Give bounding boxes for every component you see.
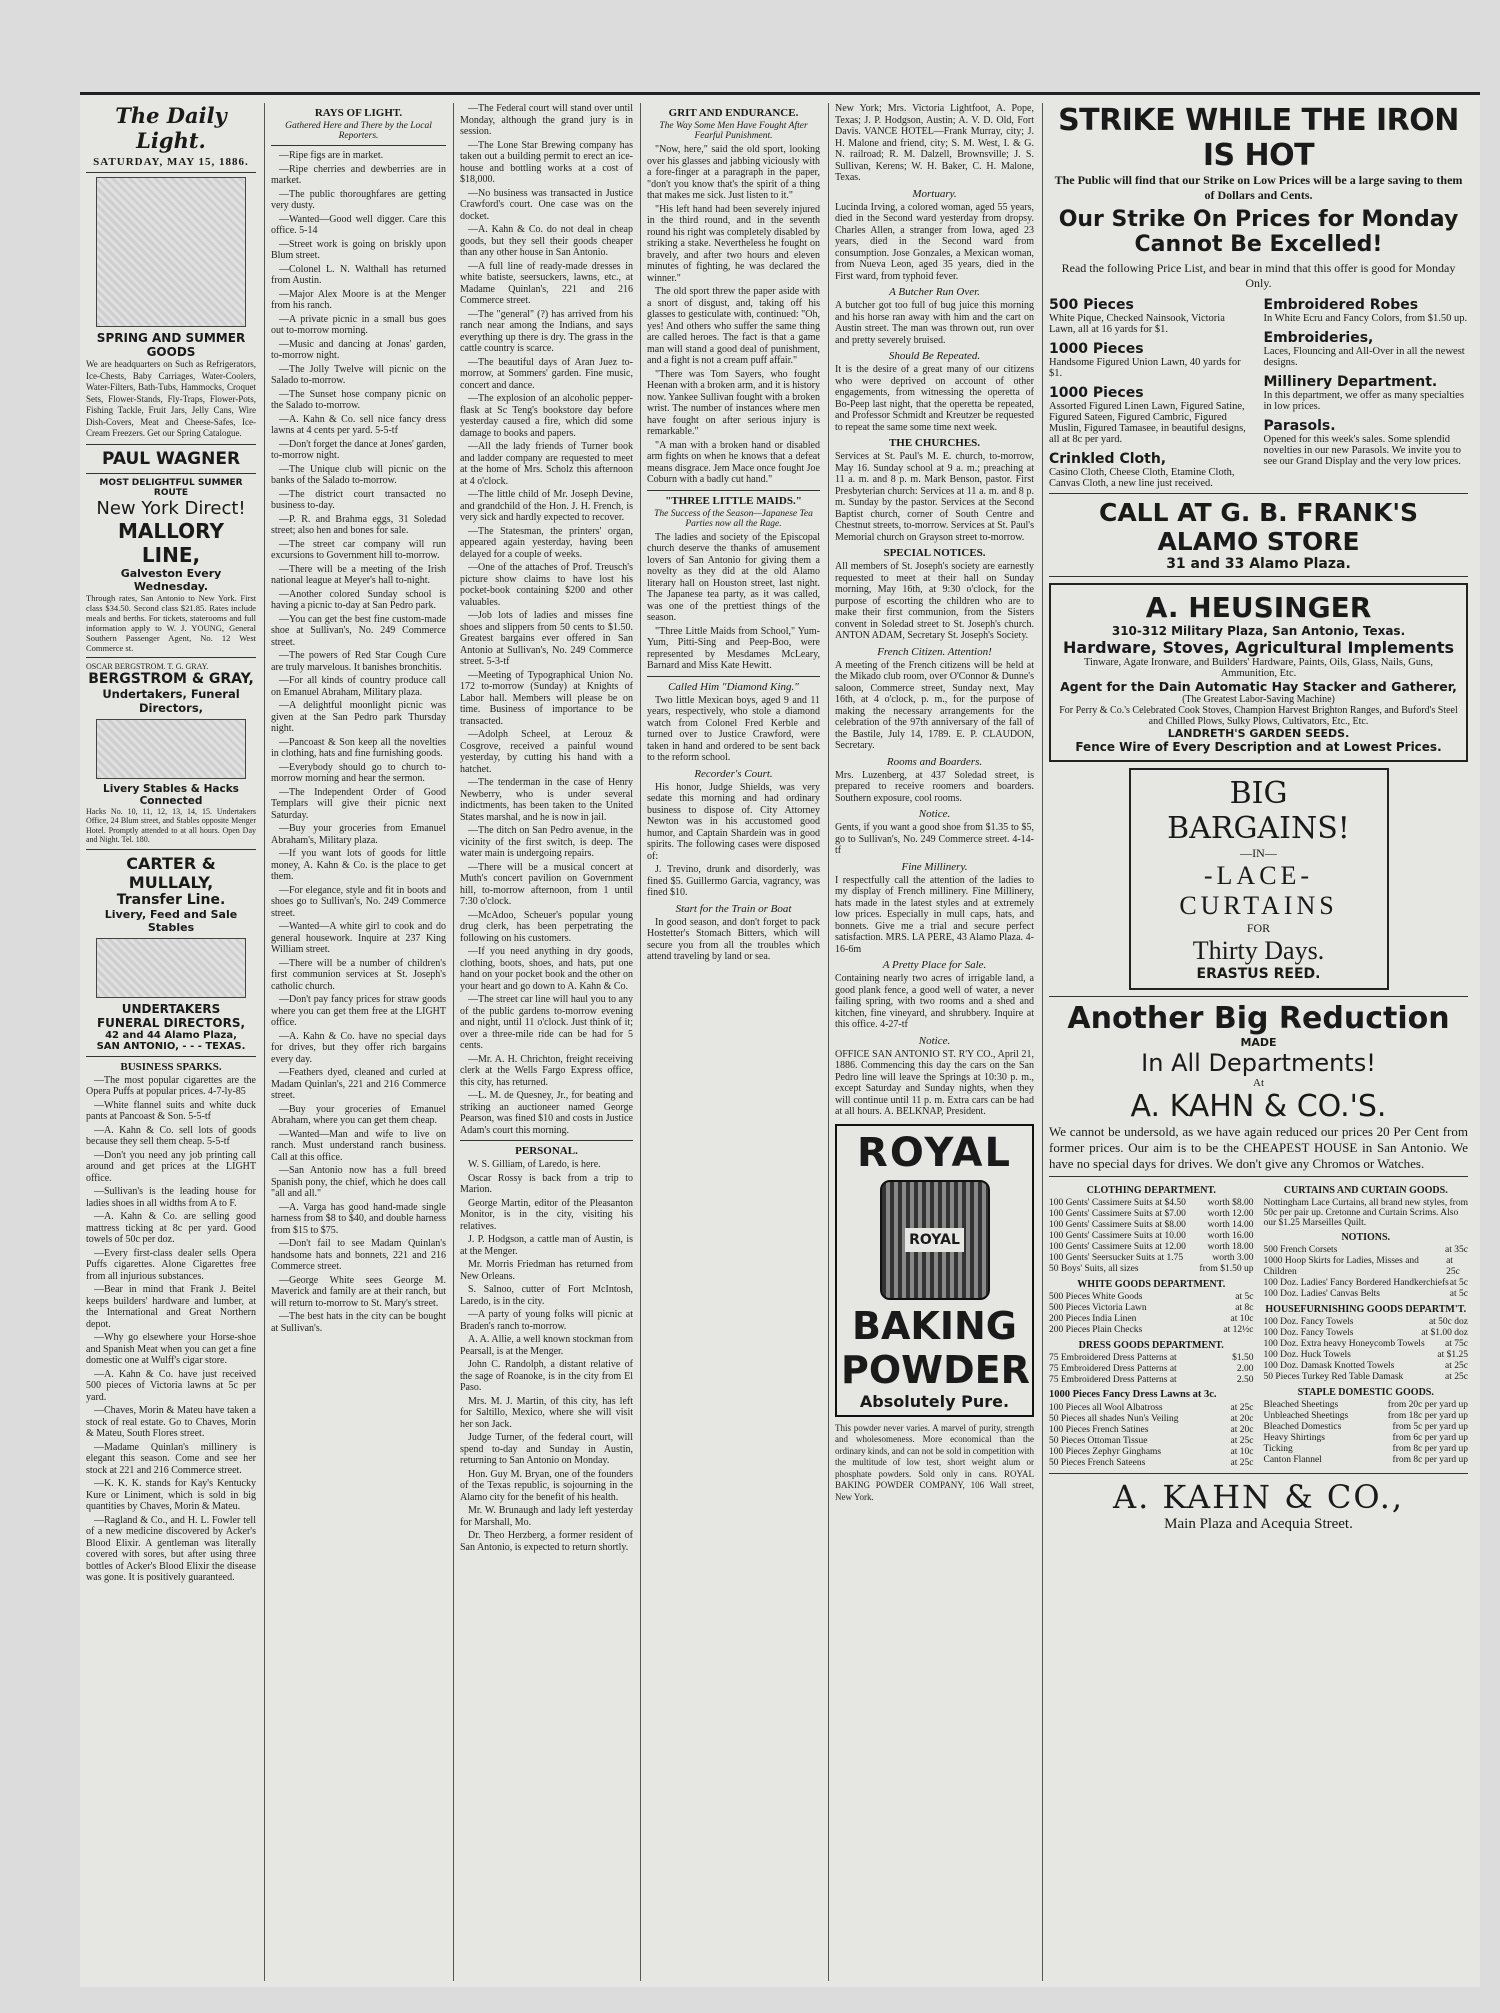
grit-sub: The Way Some Men Have Fought After Fearful Punishment. [659,121,808,141]
lace-curtains-ad [1129,768,1389,990]
item-head: Millinery Department. [1263,374,1438,390]
recorder-story [647,782,820,899]
price-row: 100 Gents' Cassimere Suits at 10.00 worth 16.00 [1049,1231,1254,1241]
spark-item: —White flannel suits and white duck pants at Pancoast & Son. 5-5-tf [86,1099,256,1122]
rays-of-light-sub: Gathered Here and There by the Local Reporters. [285,121,432,141]
kahn-all: In All Departments! [1141,1049,1376,1077]
kahn-big: Another Big Reduction [1067,1001,1450,1036]
notions-head: NOTIONS. [1341,1232,1391,1243]
french-head: French Citizen. Attention! [877,645,992,658]
local-item: —The district court transacted no business to-day. [271,488,446,511]
local-item: —If you need anything in dry goods, clothing, boots, shoes, and hats, put one hand on your pocket book and the other on your heart and go down to A. Kahn & Co. [460,946,633,992]
personal-item: George Martin, editor of the Pleasanton Monitor, is in the city, visiting his relatives. [460,1197,633,1232]
local-item: —The Unique club will picnic on the banks of the Salado to-morrow. [271,463,446,486]
local-item: —McAdoo, Scheuer's popular young drug clerk, has been perpetrating the following on his customers. [460,909,633,944]
local-item: —For elegance, style and fit in boots and shoes go to Sullivan's, No. 249 Commerce street. [271,884,446,919]
street-notice-head: Notice. [918,1034,951,1047]
local-item: —A. Kahn & Co. do not deal in cheap goods, but they sell their goods cheaper than any other house in San Antonio. [460,224,633,258]
item-head: Crinkled Cloth, [1049,451,1167,467]
local-item: —Wanted—A white girl to cook and do general housework. Inquire at 237 King William street. [271,921,446,955]
spark-item: —K. K. K. stands for Kay's Kentucky Kure or Liniment, which is sold in big quantities by Chaves, Morin & Mateu. [86,1478,256,1512]
housefurnishing-head: HOUSEFURNISHING GOODS DEPARTM'T. [1265,1304,1467,1315]
price-row: 100 Pieces Zephyr Ginghams at 10c [1049,1447,1254,1457]
column-3 [453,103,639,1981]
price-row: 200 Pieces India Linen at 10c [1049,1314,1254,1324]
lace-lace: -LACE- [1203,861,1314,890]
local-item: —The Jolly Twelve will picnic on the Salado to-morrow. [271,363,446,386]
col3-items [460,103,633,1136]
carter-firm: CARTER & MULLALY, [126,853,216,892]
price-row: 50 Pieces Ottoman Tissue at 25c [1049,1436,1254,1446]
personal-item: John C. Randolph, a distant relative of the sage of Roanoke, is in the city from El Paso. [460,1359,633,1393]
spark-item: —Chaves, Morin & Mateu have taken a stock of real estate. Go to Chaves, Morin & Mateu, South Flores street. [86,1405,256,1439]
story-paragraph: J. Trevino, drunk and disorderly, was fined $5. Guillermo Garcia, vagrancy, was fined $10. [647,864,820,898]
grit-story [647,144,820,486]
heusinger-more: For Perry & Co.'s Celebrated Cook Stoves, Champion Harvest Brighton Ranges, and Buford's Steel and Chilled Plows, Sulky Plows, Cultivators, Etc., Etc. [1059,705,1458,727]
repeat-text: It is the desire of a great many of our citizens who were deprived on account of other engagements, from witnessing the operetta of Bo-Peep last night, that the operetta be repeated, and Professor Schmidt and Kreutzer be requested to repeat the same some time next week. [835,364,1034,433]
local-item: —The Statesman, the printers' organ, appeared again yesterday, having been delayed for a couple of weeks. [460,525,633,560]
item-text: Assorted Figured Linen Lawn, Figured Satine, Figured Sateen, Figured Cambric, Figured Muslin, Figured Tamasee, in beautiful designs, all at 8c per yard. [1049,401,1246,445]
spark-item: —Sullivan's is the leading house for ladies shoes in all widths from A to F. [86,1186,256,1209]
story-paragraph: Two little Mexican boys, aged 9 and 11 years, respectively, who stole a diamond watch from Colonel Fred Kerble and turned over to Justice Crawford, were taken in hand and ordered to be sent back to the reform school. [647,694,820,763]
personal-item: W. S. Gilliam, of Laredo, is here. [468,1159,601,1170]
item-head: Embroideries, [1263,330,1374,346]
local-item: —A. Kahn & Co. have no special days for drives, but they offer rich bargains every day. [271,1030,446,1065]
personal-head: PERSONAL. [515,1145,578,1157]
local-item: —Everybody should go to church to-morrow morning and hear the sermon. [271,761,446,784]
maids-head: "THREE LITTLE MAIDS." [665,494,802,507]
local-item: —If you want lots of goods for little money, A. Kahn & Co. is the place to get them. [271,848,446,882]
local-item: —The street car company will run excursions to Government hill to-morrow. [271,538,446,561]
new-york-direct: New York Direct! [96,497,246,519]
lace-name: ERASTUS REED. [1196,966,1321,982]
local-item: —One of the attaches of Prof. Treusch's picture show claims to have lost his pocket-book containing $200 and other valuables. [460,562,633,608]
heusinger-seeds: LANDRETH'S GARDEN SEEDS. [1167,727,1350,740]
price-row: 100 Gents' Cassimere Suits at $4.50 worth $8.00 [1049,1198,1254,1208]
price-row: 50 Pieces all shades Nun's Veiling at 20c [1049,1414,1254,1424]
price-row: 500 Pieces Victoria Lawn at 8c [1049,1303,1254,1313]
personal-item: Mr. W. Brunaugh and lady left yesterday for Marshall, Mo. [460,1505,633,1528]
lace-big: BIG BARGAINS! [1167,776,1350,846]
price-row: 100 Gents' Cassimere Suits at $7.00 worth 12.00 [1049,1209,1254,1219]
local-item: —A private picnic in a small bus goes out to-morrow morning. [271,313,446,336]
butcher-text: A butcher got too full of bug juice this morning and his horse ran away with him and the cart on Austin street. The man was thrown out, run over and pretty severely bruised. [835,300,1034,346]
mortuary-text: Lucinda Irving, a colored woman, aged 55 years, died in the Second ward yesterday from dropsy. Charles Allen, a stranger from Iowa, aged 23 years, died in the Second ward from consumption. Jose Gonzales, a Mexican woman, from Nueva Leon, aged 35 years, died in the First ward, from typhoid fever. [835,201,1034,282]
business-sparks-head: BUSINESS SPARKS. [120,1060,222,1073]
story-paragraph: "A man with a broken hand or disabled arm fights on when he knows that a defeat means disgrace. Jem Mace once fought Joe Coburn with a badly cut hand." [647,439,820,485]
item-head: 1000 Pieces [1049,385,1144,401]
local-item: —Job lots of ladies and misses fine shoes and slippers from 50 cents to $1.50. Greatest bargains ever offered in San Antonio at Sullivan's, No. 249 Commerce street. 5-3-tf [460,610,633,667]
clothing-dept-head: CLOTHING DEPARTMENT. [1086,1185,1216,1196]
masthead: The Daily Light. [115,103,227,153]
price-row: 100 Doz. Ladies' Fancy Bordered Handkerchiefs at 5c [1263,1278,1468,1288]
story-paragraph: In good season, and don't forget to pack Hostetter's Stomach Bitters, which will secure you from all the troubles which attend traveling by land or sea. [647,916,820,962]
local-item: —A. Varga has good hand-made single harness from $8 to $40, and double harness from $15 to $75. [271,1201,446,1236]
local-item: —Major Alex Moore is at the Menger from his ranch. [271,288,446,311]
spring-goods-headline: SPRING AND SUMMER GOODS [96,331,246,359]
local-item: —George White sees George M. Maverick and family are at their ranch, but will return to-morrow to St. Mary's street. [271,1274,446,1309]
personal-item: Oscar Rossy is back from a trip to Marion. [460,1172,633,1195]
spark-item: —Ragland & Co., and H. L. Fowler tell of a new medicine discovered by Acker's Blood Elixir. A gentleman was literally covered with sores, but after using three bottles of Acker's Blood Elixir the disease was gone. It is positively guaranteed. [86,1514,256,1583]
diamond-head: Called Him "Diamond King." [668,680,799,693]
price-row: 100 Gents' Cassimere Suits at $8.00 worth 14.00 [1049,1220,1254,1230]
paul-wagner-name: PAUL WAGNER [101,448,241,469]
staple-head: STAPLE DOMESTIC GOODS. [1297,1387,1434,1398]
local-item: —The little child of Mr. Joseph Devine, and grandchild of the Hon. J. H. French, is very sick and hardly expected to recover. [460,489,633,523]
carter-addr: 42 and 44 Alamo Plaza, [105,1029,237,1041]
bergstrom-livery: Livery Stables & Hacks Connected [103,782,239,807]
rooms-text: Mrs. Luzenberg, at 437 Soledad street, is prepared to receive roomers and boarders. Southern exposure, cool rooms. [835,769,1034,804]
story-paragraph: "Three Little Maids from School," Yum-Yum, Pitti-Sing and Peep-Boo, were represented by Mesdames McLeary, Barnard and Miss Kate Hewitt. [647,625,820,671]
price-row: 100 Gents' Seersucker Suits at 1.75 worth 3.00 [1049,1253,1254,1263]
local-item: —Buy your groceries from Emanuel Abraham's, Military plaza. [271,823,446,846]
royal-text: This powder never varies. A marvel of purity, strength and wholesomeness. More economical than the ordinary kinds, and can not be sold in competition with the multitude of low test, short weight alum or phosphate powders. Sold only in cans. ROYAL BAKING POWDER COMPANY, 106 Wall street, New York. [835,1422,1034,1502]
kahn-departments [1049,1181,1468,1469]
train-story [647,917,820,963]
personal-item: S. Salnoo, cutter of Fort McIntosh, Laredo, is in the city. [460,1284,633,1307]
rays-list [271,150,446,1334]
spring-goods-text: We are headquarters on Such as Refrigerators, Ice-Chests, Baby Carriages, Water-Coolers, Water-Filters, Bath-Tubs, Hammocks, Croquet Sets, Flower-Stands, Fly-Traps, Flower-Pots, Fishing Tackle, Fruit Jars, Jelly Cans, Wire Dish-Covers, Meat and Cheese-Safes, Ice-Cream Freezers. Get our Spring Catalogue. [86,359,256,438]
personal-item: Hon. Guy M. Bryan, one of the founders of the Texas republic, is sojourning in the Alamo city for the benefit of his health. [460,1468,633,1503]
column-5 [828,103,1040,1981]
kahn-text: We cannot be undersold, as we have again reduced our prices 20 Per Cent from former prices. Our aim is to be the CHEAPEST HOUSE in San Antonio. We have no special days for drives. We don't give any Chromos or Watches. [1049,1124,1468,1171]
can-label: ROYAL [905,1228,964,1252]
local-item: —San Antonio now has a full breed Spanish pony, the chief, which he does call "all and all." [271,1165,446,1199]
story-paragraph: "Now, here," said the old sport, looking over his glasses and jabbing viciously with a fore-finger at a paragraph in the paper, "don't you know that's the spirit of a thing that makes me sick. Just listen to it." [647,144,820,201]
local-item: —There will be a musical concert at Muth's concert pavilion on Government hill, to-morrow afternoon, from 1 until 7:30 o'clock. [460,861,633,907]
price-row: 500 French Corsets at 35c [1263,1245,1468,1255]
bergstrom-names: OSCAR BERGSTROM. T. G. GRAY. [86,661,209,671]
royal-powder: POWDER [841,1347,1030,1392]
price-row: 100 Doz. Extra heavy Honeycomb Towels at 75c [1263,1339,1468,1349]
item-head: Embroidered Robes [1263,297,1419,313]
item-text: Casino Cloth, Cheese Cloth, Etamine Cloth, Canvas Cloth, a new line just received. [1049,467,1235,489]
price-row: 50 Pieces Turkey Red Table Damask at 25c [1263,1372,1468,1382]
strike-items [1049,297,1468,489]
carter-trade: UNDERTAKERS [121,1001,221,1016]
local-item: —The street car line will haul you to any of the public gardens to-morrow evening and night, until 11 o'clock. Just think of it; over a three-mile ride can be had for 5 cents. [460,994,633,1051]
heusinger-text: Tinware, Agate Ironware, and Builders' Hardware, Paints, Oils, Glass, Nails, Guns, Ammunition, Etc. [1083,657,1434,679]
price-row: Unbleached Sheetings from 18c per yard up [1263,1411,1468,1421]
spark-item: —A. Kahn & Co. sell lots of goods because they sell them cheap. 5-5-tf [86,1124,256,1147]
price-row: 1000 Hoop Skirts for Ladies, Misses and Children at 25c [1263,1256,1460,1277]
carter-trade2: FUNERAL DIRECTORS, [96,1015,246,1030]
frank-addr: 31 and 33 Alamo Plaza. [1166,556,1351,572]
frank-head: CALL AT G. B. FRANK'S ALAMO STORE [1098,498,1419,556]
heusinger-addr: 310-312 Military Plaza, San Antonio, Texas. [1111,624,1406,638]
carriage-illustration [96,938,246,998]
heusinger-name: A. HEUSINGER [1145,591,1372,624]
spark-item: —Bear in mind that Frank J. Beitel keeps builders' hardware and lumber, at the International and Great Northern depot. [86,1284,256,1330]
train-head: Start for the Train or Boat [675,902,792,915]
local-item: —The public thoroughfares are getting very dusty. [271,188,446,211]
galveston-line: Galveston Every Wednesday. [120,566,222,593]
churches-head: THE CHURCHES. [888,437,981,449]
price-row: Ticking from 8c per yard up [1263,1444,1468,1454]
local-item: —For all kinds of country produce call on Emanuel Abraham, Military plaza. [271,675,446,698]
strike-note: Read the following Price List, and bear in mind that this offer is good for Monday Only. [1061,261,1456,290]
mortuary-head: Mortuary. [912,187,957,200]
local-item: —The tenderman in the case of Henry Newberry, who is under several indictments, has been taken to the United States marshal, and he is now in jail. [460,777,633,823]
cherub-illustration [96,177,246,327]
local-item: —Meeting of Typographical Union No. 172 to-morrow (Sunday) at Knights of Labor hall. Members will please be on time. Business of importance to be transacted. [460,669,633,727]
personal-item: Dr. Theo Herzberg, a former resident of San Antonio, is expected to return shortly. [460,1530,633,1553]
french-text: A meeting of the French citizens will be held at the Mikado club room, over O'Connor & Dunne's saloon, Commerce street, Sunday next, May 16th, at 4 o'clock, p. m., for the purpose of making the necessary arrangements for the celebration of the 97th anniversary of the fall of the Bastile, July 14, 1789. E. P. CLAUDON, Secretary. [835,659,1034,751]
strike-head: STRIKE WHILE THE IRON IS HOT [1058,103,1459,173]
personal-item: —A party of young folks will picnic at Braden's ranch to-morrow. [460,1309,633,1332]
local-item: —Don't fail to see Madam Quinlan's handsome hats and bonnets, 221 and 216 Commerce street. [271,1238,446,1272]
maids-story [647,532,820,672]
story-paragraph: The old sport threw the paper aside with a snort of disgust, and, taking off his glasses to gesticulate with, continued: "Oh, yes! And others who suffer the same thing are called heroes. The fact is that a game man will stand a good deal of punishment, and a fight is not a cream puff affair." [647,286,820,366]
spark-item: —A. Kahn & Co. have just received 500 pieces of Victoria lawns at 5c per yard. [86,1368,256,1403]
personal-item: Judge Turner, of the federal court, will spend to-day and Sunday in Austin, returning to San Antonio on Monday. [460,1432,633,1466]
kahn-footer: A. KAHN & CO., [1112,1478,1405,1516]
dress-big: 1000 Pieces Fancy Dress Lawns at 3c. [1049,1389,1217,1400]
dateline: SATURDAY, MAY 15, 1886. [93,156,249,168]
item-text: In this department, we offer as many specialties in low prices. [1263,390,1464,412]
lace-for: FOR [1246,921,1271,935]
recorder-head: Recorder's Court. [694,767,773,780]
local-item: —Wanted—Man and wife to live on ranch. Must understand ranch business. Call at this office. [271,1128,446,1163]
kahn-footer-addr: Main Plaza and Acequia Street. [1164,1516,1353,1532]
royal-baking-ad [835,1124,1034,1417]
local-item: —The Federal court will stand over until Monday, although the grand jury is in session. [460,103,633,137]
rays-of-light-head: RAYS OF LIGHT. [314,107,403,119]
item-text: Handsome Figured Union Lawn, 40 yards for $1. [1049,357,1241,379]
local-item: —Mr. A. H. Chrichton, freight receiving clerk at the Wells Fargo Express office, this city, has returned. [460,1053,633,1088]
price-row: 100 Doz. Fancy Towels at $1.00 doz [1263,1328,1468,1338]
royal-brand: ROYAL [857,1129,1012,1176]
local-item: —Colonel L. N. Walthall has returned from Austin. [271,263,446,286]
heusinger-trade: Hardware, Stoves, Agricultural Implements [1063,638,1454,657]
carter-line: Transfer Line. [116,891,226,908]
heusinger-ad [1049,583,1468,762]
price-row: 100 Gents' Cassimere Suits at 12.00 worth 18.00 [1049,1242,1254,1252]
local-item: —The Lone Star Brewing company has taken out a building permit to erect an ice-house and bottling works at a cost of $18,000. [460,139,633,185]
local-item: —The explosion of an alcoholic pepper-flask at Sc Teng's bookstore day before yesterday caused a fire, which did some damage to books and papers. [460,393,633,439]
special-text: All members of St. Joseph's society are earnestly requested to meet at their hall on Sunday morning, May 16th, at 9:30 o'clock, for the purpose of escorting the children who are to make their first communion, from the Sisters convent in Soledad street to St. Joseph's church. ANTON ADAM, Secretary St. Joseph's Society. [835,561,1034,641]
price-row: 100 Pieces French Satines at 20c [1049,1425,1254,1435]
summer-route: MOST DELIGHTFUL SUMMER ROUTE [99,477,243,498]
hotel-arrivals: New York; Mrs. Victoria Lightfoot, A. Pope, Texas; J. P. Hodgson, Austin; A. V. D. Old, Fort Davis. VANCE HOTEL—Frank Murray, city; J. H. Malone and friend, city; S. M. West, I. & G. N. railroad; R. M. Dalzell, Brownsville; J. S. Sullivan, Kerens; W. H. Baker, C. H. Malone, Texas. [835,103,1034,183]
local-item: —A full line of ready-made dresses in white batiste, seersuckers, lawns, etc., at Madame Quinlan's, 221 and 216 Commerce street. [460,260,633,306]
curtains-text: Nottingham Lace Curtains, all brand new styles, from 50c per pair up. Cretonne and Curtain Scrims. Also our $1.25 Marseilles Quilt. [1263,1198,1468,1228]
spark-item: —Don't you need any job printing call around and get prices at the LIGHT office. [86,1149,256,1184]
personal-item: A. A. Allie, a well known stockman from Pearsall, is at the Menger. [460,1334,633,1357]
local-item: —Don't pay fancy prices for straw goods where you can get them free at the LIGHT office. [271,994,446,1028]
price-row: 200 Pieces Plain Checks at 12½c [1049,1325,1254,1335]
personal-item: Mr. Morris Friedman has returned from New Orleans. [460,1259,633,1282]
price-row: Bleached Domestics from 5c per yard up [1263,1422,1468,1432]
hearse-illustration [96,719,246,779]
sale-text: Containing nearly two acres of irrigable land, a good plank fence, a good well of water, a never failing spring, with two rooms and a shed and kitchen, fine vineyard, and shrubbery. Inquire at this office. 4-27-tf [835,973,1034,1030]
local-item: —There will be a number of children's first communion services at St. Joseph's catholic church. [271,957,446,992]
royal-pure: Absolutely Pure. [859,1391,1010,1411]
local-item: —All the lady friends of Turner book and ladder company are requested to meet at the home of Mrs. Scholz this afternoon at 4 o'clock. [460,441,633,487]
personal-item: J. P. Hodgson, a cattle man of Austin, is at the Menger. [460,1234,633,1257]
millinery-head: Fine Millinery. [901,860,968,873]
baking-can-illustration [880,1180,990,1300]
millinery-text: I respectfully call the attention of the ladies to my display of French millinery. Fine Millinery, hats made in the latest styles and at extremely low prices. Especially in mull caps, hats, and bonnets. Give me a trial and secure perfect satisfaction. MRS. LA PERE, 43 Alamo Plaza. 4-16-6m [835,874,1034,955]
strike-big: Our Strike On Prices for Monday Cannot Be Excelled! [1058,207,1459,257]
local-item: —Feathers dyed, cleaned and curled at Madam Quinlan's, 221 and 216 Commerce street. [271,1067,446,1101]
grit-head: GRIT AND ENDURANCE. [668,107,799,119]
maids-sub: The Success of the Season—Japanese Tea Parties now all the Rage. [654,508,813,529]
story-paragraph: "His left hand had been severely injured in the third round, and in the seventh round his right was completely disabled by striking a stake. Nevertheless he fought on bravely, and after two hours and eleven minutes of fighting, he was declared the winner." [647,203,820,284]
bergstrom-text: Hacks No. 10, 11, 12, 13, 14, 15. Undertakers Office, 24 Blum street, and Stables opposite Menger Hotel. Promptly attended to at all hours. Open Day and Night. Tel. 180. [86,806,256,844]
heusinger-agent2: (The Greatest Labor-Saving Machine) [1182,694,1335,705]
item-text: White Pique, Checked Nainsook, Victoria Lawn, all at 16 yards for $1. [1049,313,1225,335]
local-item: —The powers of Red Star Cough Cure are truly marvelous. It banishes bronchitis. [271,650,446,673]
spark-item: —Every first-class dealer sells Opera Puffs cigarettes. Alone Cigarettes free from all injurious substances. [86,1247,256,1282]
story-paragraph: The ladies and society of the Episcopal church deserve the thanks of amusement lovers of San Antonio for giving them a novelty as they did at the old Alamo literary hall on Houston street, last night. The Japanese tea party, as it was called, was one of the prettiest things of the season. [647,531,820,623]
local-item: —The "general" (?) has arrived from his ranch near among the Indians, and says everything up there is dry. The grass in the cattle country is scarce. [460,308,633,354]
repeat-head: Should Be Repeated. [888,350,981,362]
local-item: —The ditch on San Pedro avenue, in the vicinity of the first switch, is deep. The water main is undergoing repairs. [460,825,633,859]
price-row: 50 Pieces French Sateens at 25c [1049,1458,1254,1468]
local-item: —Ripe cherries and dewberries are in market. [271,163,446,186]
sale-head: A Pretty Place for Sale. [882,959,987,971]
curtains-dept-head: CURTAINS AND CURTAIN GOODS. [1283,1185,1448,1196]
heusinger-agent: Agent for the Dain Automatic Hay Stacker and Gatherer, [1060,679,1457,694]
local-item: —Buy your groceries of Emanuel Abraham, where you can get them cheap. [271,1103,446,1126]
price-row: 500 Pieces White Goods at 5c [1049,1292,1254,1302]
price-row: 100 Doz. Huck Towels at $1.25 [1263,1350,1468,1360]
local-item: —A delightful moonlight picnic was given at the San Pedro park Thursday night. [271,700,446,734]
personal-list [460,1159,633,1553]
butcher-head: A Butcher Run Over. [889,286,980,298]
local-item: —Don't forget the dance at Jones' garden, to-morrow night. [271,438,446,461]
churches-text: Services at St. Paul's M. E. church, to-morrow, May 16. Sunday school at 9 a. m.; preaching at 11 a. m. and 8 p. m. Mark Benson, pastor. First Presbyterian church: Services at 11 a. m. and 8 p. m. Sunday by the pastor. Services at the Second Baptist church, corner of South Centre and Chestnut streets, to-morrow. Services at St. Paul's Memorial church on Grayson street to-morrow. [835,451,1034,543]
personal-item: Mrs. M. J. Martin, of this city, has left for Saltillo, Mexico, where she will visit her son Jack. [460,1395,633,1430]
price-row: Heavy Shirtings from 6c per yard up [1263,1433,1468,1443]
local-item: —The beautiful days of Aran Juez to-morrow, at Sommers' garden. Fine music, concert and dance. [460,356,633,391]
rooms-head: Rooms and Boarders. [886,755,983,768]
local-item: —A. Kahn & Co. sell nice fancy dress lawns at 4 cents per yard. 5-5-tf [271,413,446,436]
business-sparks-list [86,1075,256,1584]
strike-sub: The Public will find that our Strike on Low Prices will be a large saving to them of Dollars and Cents. [1054,173,1463,202]
column-1 [80,103,262,1981]
heusinger-fence: Fence Wire of Every Description and at Lowest Prices. [1075,740,1442,754]
local-item: —Another colored Sunday school is having a picnic to-day at San Pedro park. [271,588,446,611]
price-row: 100 Pieces all Wool Albatross at 25c [1049,1403,1254,1413]
diamond-story [647,695,820,764]
newspaper-page [80,92,1480,1987]
local-item: —Adolph Scheel, at Lerouz & Cosgrove, received a painful wound yesterday, by cutting his hand with a hatchet. [460,729,633,775]
price-row: Bleached Sheetings from 20c per yard up [1263,1400,1468,1410]
dress-dept-head: DRESS GOODS DEPARTMENT. [1078,1340,1224,1351]
item-head: Parasols. [1263,418,1336,434]
item-text: Opened for this week's sales. Some splendid novelties in our new Parasols. We invite you to see our Grand Display and the very low prices. [1263,434,1462,467]
local-item: —L. M. de Quesney, Jr., for beating and striking an auctioneer named George Pearson, was fined $10 and costs in Justice Adam's court this morning. [460,1090,633,1136]
spark-item: —A. Kahn & Co. are selling good mattress ticking at 8c per yard. Good towels of 50c per doz. [86,1211,256,1245]
kahn-name: A. KAHN & CO.'S. [1130,1089,1387,1124]
local-item: —Pancoast & Son keep all the novelties in clothing, hats and fine furnishing goods. [271,736,446,759]
price-row: 100 Doz. Damask Knotted Towels at 25c [1263,1361,1468,1371]
mallory-line: MALLORY LINE, [118,518,224,567]
price-row: 50 Boys' Suits, all sizes from $1.50 up [1049,1264,1254,1274]
local-item: —The Independent Order of Good Templars will give their picnic next Saturday. [271,786,446,821]
item-head: 500 Pieces [1049,297,1134,313]
item-text: In White Ecru and Fancy Colors, from $1.50 up. [1263,313,1468,324]
price-row: 75 Embroidered Dress Patterns at $1.50 [1049,1353,1254,1363]
story-paragraph: "There was Tom Sayers, who fought Heenan with a broken arm, and it is history now. Yankee Sullivan fought with a broken wrist. The number of instances where men have fought on after serious injury is remarkable." [647,368,821,437]
price-row: 100 Doz. Fancy Towels at 50c doz [1263,1317,1468,1327]
price-row: 100 Doz. Ladies' Canvas Belts at 5c [1263,1289,1468,1299]
price-row: Canton Flannel from 8c per yard up [1263,1455,1468,1465]
item-head: 1000 Pieces [1049,341,1144,357]
carter-city: SAN ANTONIO, - - - TEXAS. [96,1040,246,1052]
mallory-text: Through rates, San Antonio to New York. First class $34.50. Second class $21.85. Rates include meals and berths. For tickets, staterooms and full information apply to W. J. YOUNG, General Southern Passenger Agent, No. 12 West Commerce st. [86,592,256,653]
notice-head: Notice. [918,808,951,820]
lace-in: —IN— [1240,846,1277,860]
local-item: —The Sunset hose company picnic on the Salado to-morrow. [271,388,446,411]
item-text: Laces, Flouncing and All-Over in all the newest designs. [1263,346,1465,368]
spark-item: —Why go elsewhere your Horse-shoe and Spanish Meat when you can get a fine domestic one at Wulff's cigar store. [86,1332,256,1366]
lace-curtains: CURTAINS [1179,891,1338,920]
notice-text: Gents, if you want a good shoe from $1.35 to $5, go to Sullivan's, No. 249 Commerce street. 4-14-tf [835,822,1034,856]
street-notice-text: OFFICE SAN ANTONIO ST. R'Y CO., April 21, 1886. Commencing this day the cars on the San Pedro line will leave the Springs at 10:30 p. m., except Saturday and Sunday nights, when they will continue until 11 p. m. Extra cars can be had at all hours. A. BELKNAP, President. [835,1048,1034,1117]
spark-item: —Madame Quinlan's millinery is elegant this season. Come and see her stock at 221 and 216 Commerce street. [86,1441,256,1476]
white-dept-head: WHITE GOODS DEPARTMENT. [1077,1279,1226,1290]
column-6 [1042,103,1474,1981]
local-item: —P. R. and Brahma eggs, 31 Soledad street; also hen and bones for sale. [271,513,446,536]
local-item: —Wanted—Good well digger. Care this office. 5-14 [271,213,446,236]
price-row: 75 Embroidered Dress Patterns at 2.50 [1049,1375,1254,1385]
local-item: —The best hats in the city can be bought at Sullivan's. [271,1311,446,1334]
royal-baking: BAKING [852,1303,1017,1348]
bergstrom-firm: BERGSTROM & GRAY, [88,670,254,687]
kahn-at: At [1253,1077,1264,1089]
spark-item: —The most popular cigarettes are the Opera Puffs at popular prices. 4-7-ly-85 [86,1074,256,1097]
column-2 [264,103,452,1981]
local-item: —There will be a meeting of the Irish national league at Meyer's hall to-night. [271,563,446,586]
kahn-made: MADE [1240,1036,1277,1049]
price-row: 75 Embroidered Dress Patterns at 2.00 [1049,1364,1254,1374]
local-item: —Music and dancing at Jonas' garden, to-morrow night. [271,338,446,361]
bergstrom-trade: Undertakers, Funeral Directors, [102,686,240,715]
story-paragraph: His honor, Judge Shields, was very sedate this morning and had ordinary business to dispose of. City Attorney Newton was in his accustomed good humor, and Captain Shardein was in good spirits. The following cases were disposed of: [647,781,820,862]
local-item: —You can get the best fine custom-made shoe at Sullivan's, No. 249 Commerce street. [271,613,446,648]
column-4 [640,103,826,1981]
carter-livery: Livery, Feed and Sale Stables [104,907,238,934]
local-item: —Street work is going on briskly upon Blum street. [271,238,446,261]
lace-days: Thirty Days. [1192,936,1325,965]
local-item: —No business was transacted in Justice Crawford's court. One case was on the docket. [460,187,633,222]
local-item: —Ripe figs are in market. [279,150,384,161]
special-head: SPECIAL NOTICES. [883,547,986,559]
